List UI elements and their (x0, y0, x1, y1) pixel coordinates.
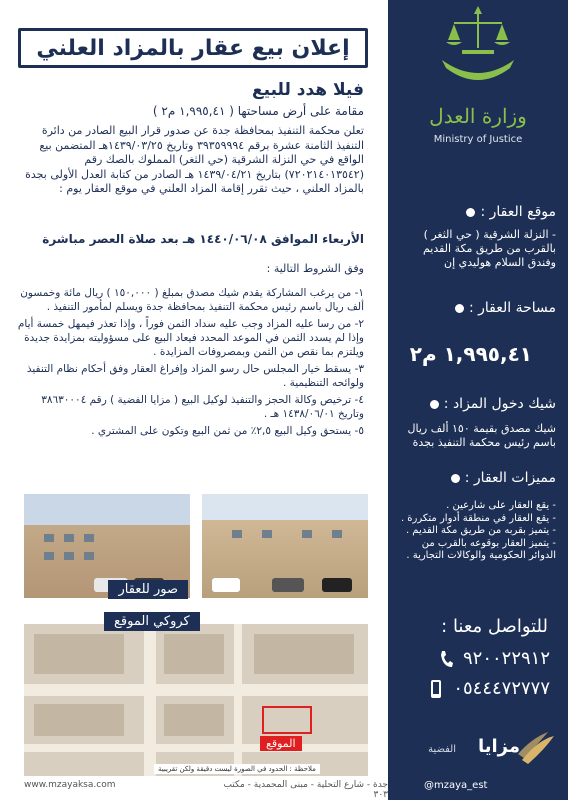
condition-item: ٢- من رسا عليه المزاد وجب عليه سداد الثمن فوراً ، وإذا تعذر فيمهل خمسة أيام وإذا لم يسدد الثمن في الموعد المحدد فيعاد البيع على مسؤوليته بمزايدة جديدة ويلتزم بما نقص من الثمن وبمصروفات المزايدة . (17, 318, 364, 358)
contact-heading: للتواصل معنا : (441, 616, 548, 637)
conditions-heading: وفق الشروط التالية : (266, 262, 364, 275)
condition-item: ١- من يرغب المشاركة يقدم شيك مصدق بمبلغ ( ١٥٠,٠٠٠ ) ريال مائة وخمسون ألف ريال باسم رئيس محكمة التنفيذ بمحافظة جدة ويسلم لمأمور التنفيذ . (20, 287, 364, 313)
cheque-text: شيك مصدق بقيمة ١٥٠ ألف ريال باسم رئيس محكمة التنفيذ بجدة (407, 422, 556, 449)
features-heading: مميزات العقار : (451, 470, 556, 486)
phone-landline[interactable]: ٩٢٠٠٢٢٩١٢ (439, 648, 550, 669)
auction-date: الأربعاء الموافق ١٤٤٠/٠٦/٠٨ هـ بعد صلاة العصر مباشرة (42, 232, 364, 246)
ministry-name-ar: وزارة العدل (429, 104, 527, 128)
office-address: جدة - شارع التحلية - مبنى المحمدية - مكتب ٣٠٣ (223, 780, 388, 800)
location-text: - النزلة الشرقية ( حي الثغر ) بالقرب من طريق مكة القديم وفندق السلام هوليدي إن (422, 228, 556, 269)
property-outline (262, 706, 312, 734)
page-title: إعلان بيع عقار بالمزاد العلني (36, 35, 350, 61)
property-area-subtitle: مقامة على أرض مساحتها ( ١,٩٩٥,٤١ م٢ ) (152, 104, 364, 118)
social-handle[interactable]: @mzaya_est (424, 780, 488, 791)
mobile-icon (429, 679, 443, 699)
area-heading: مساحة العقار : (455, 300, 556, 316)
feature-item: - يتميز العقار بوقوعه بالقرب من الدوائر الحكومية والوكالات التجارية . (406, 537, 556, 561)
ministry-name-en: Ministry of Justice (433, 134, 523, 145)
title-box (18, 28, 368, 68)
phone-mobile[interactable]: ٠٥٤٤٤٧٢٧٧٧ (429, 678, 550, 699)
intro-paragraph: تعلن محكمة التنفيذ بمحافظة جدة عن صدور قرار البيع الصادر من دائرة التنفيذ الثامنة عشرة برقم ٣٩٣٥٩٩٩٤ وتاريخ ١٤٣٩/٠٣/٢٥هـ المتضمن بيع الواقع في حي النزلة الشرقية (حي الثغر) المملوك بالصك رقم (٧٢٠٢١٤٠١٣٥٤٢) بتاريخ ١٤٣٩/٠٤/٢١ هـ الصادر من كتابة العدل الأولى بجدة بالمزاد العلني ، حيث تقرر إقامة المزاد العلني في موقع العقار يوم : (25, 124, 364, 195)
location-map (24, 624, 368, 776)
feature-item: - يتميز بقربه من طريق مكة القديم . (405, 525, 556, 536)
bullet-dot-icon (455, 304, 464, 313)
property-name: فيلا هدد للبيع (252, 80, 364, 100)
features-list (396, 500, 556, 563)
bullet-dot-icon (451, 474, 460, 483)
map-pin-label: الموقع (260, 736, 302, 751)
bullet-dot-icon (466, 208, 475, 217)
condition-item: ٣- يسقط خيار المجلس حال رسو المزاد وإفراغ العقار وفق أحكام نظام التنفيذ ولوائحه التنظيمية . (26, 363, 364, 389)
map-label: كروكي الموقع (104, 612, 200, 631)
feature-item: - يقع العقار في منطقة أدوار متكررة . (400, 512, 556, 524)
condition-item: ٤- ترخيص وكالة الحجز والتنفيذ لوكيل البيع ( مزايا الفضية ) رقم ٣٨٦٣٠٠٠٤ وتاريخ ١٤٣٨/٠٦/٠١ هـ . (41, 394, 364, 420)
sidebar (388, 0, 568, 800)
area-value: ١,٩٩٥,٤١ م٢ (409, 342, 532, 366)
condition-item: ٥- يستحق وكيل البيع ٢,٥٪ من ثمن البيع وتكون على المشتري . (91, 425, 364, 437)
map-note: ملاحظة : الحدود في الصورة ليست دقيقة ولكن تقريبية (154, 764, 320, 774)
bullet-dot-icon (430, 400, 439, 409)
website-link[interactable]: www.mzayaksa.com (24, 780, 116, 790)
ministry-emblem-icon (432, 0, 524, 100)
cheque-heading: شيك دخول المزاد : (430, 396, 556, 412)
brand-name: مزايا (477, 736, 520, 757)
feature-item: - يقع العقار على شارعين . (446, 500, 556, 511)
location-heading: موقع العقار : (466, 204, 556, 220)
property-photo-right (202, 494, 368, 598)
brand-subtitle: الفضية (428, 744, 456, 755)
property-photos (24, 494, 368, 598)
conditions-list (14, 286, 364, 441)
photos-label: صور للعقار (108, 580, 188, 599)
phone-icon (439, 649, 453, 669)
